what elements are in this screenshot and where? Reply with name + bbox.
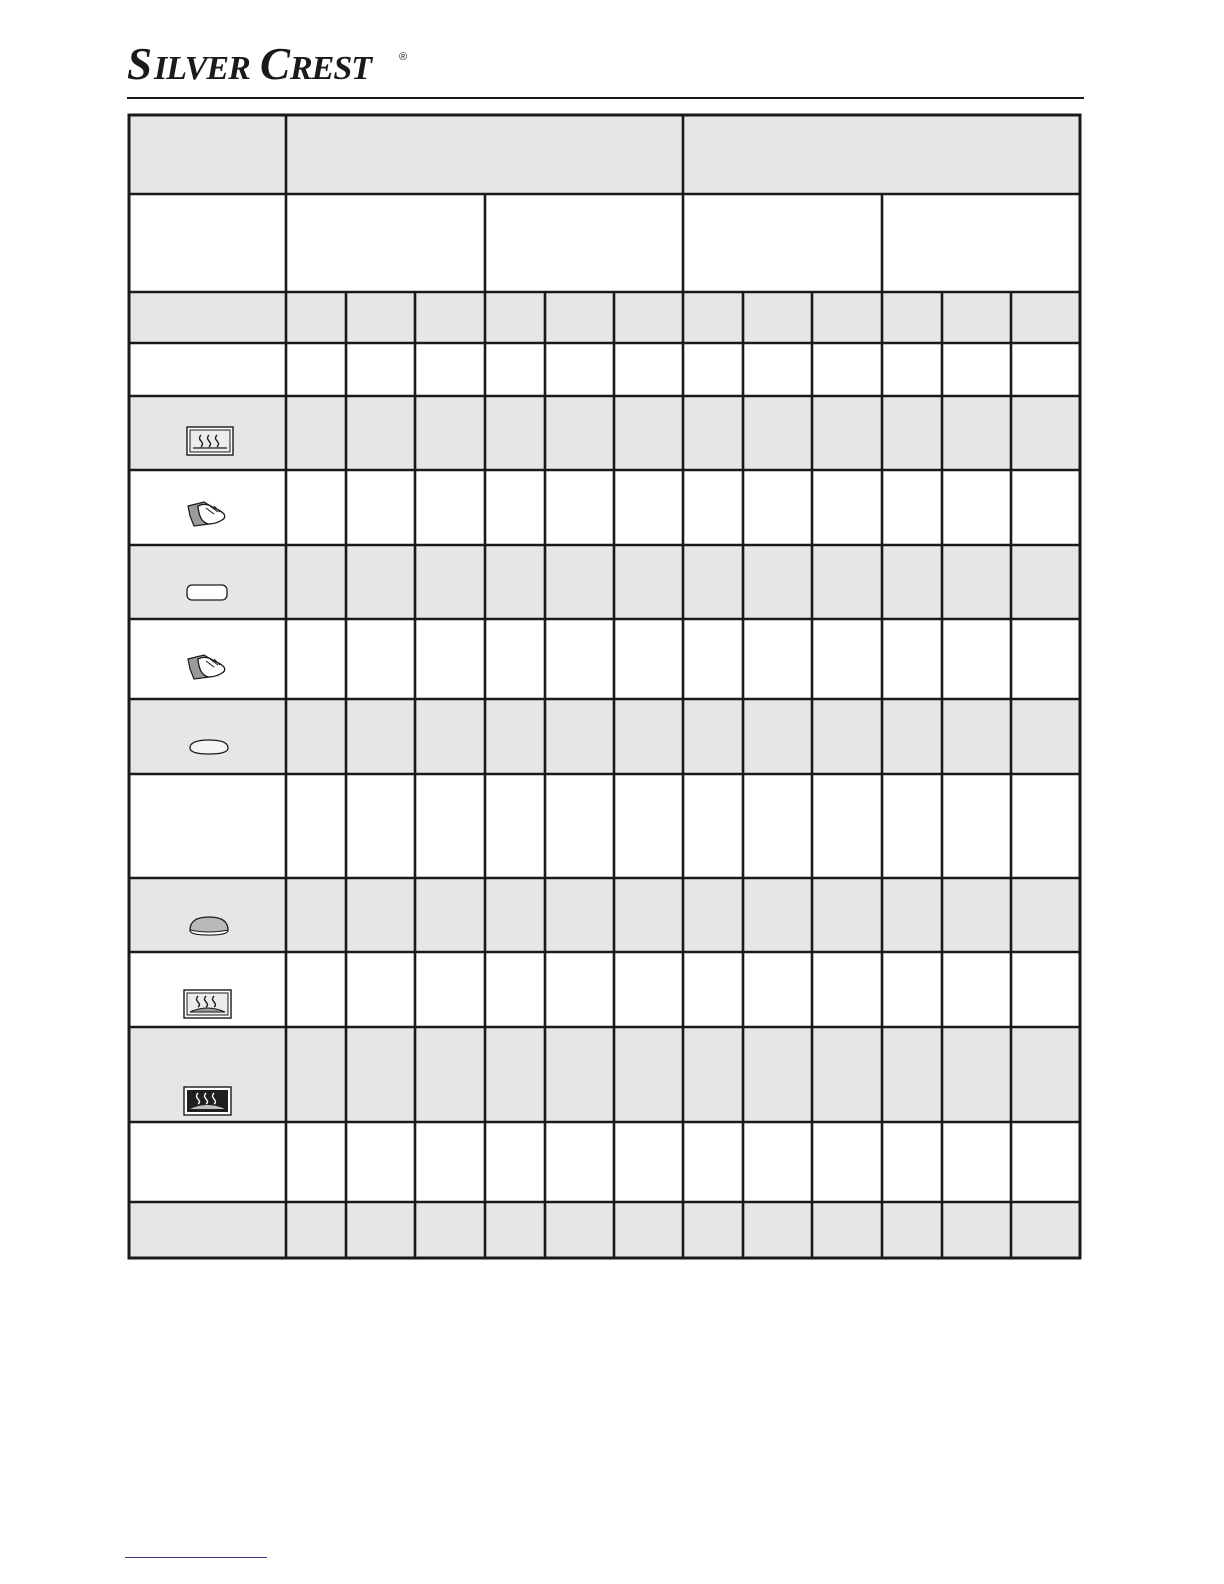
band-row-2 [129,292,1080,343]
svg-text:ILVER: ILVER [154,50,250,86]
footer-rule [125,1557,267,1558]
svg-text:S: S [127,40,152,86]
bread-slice-icon [187,585,227,600]
svg-text:C: C [260,40,290,86]
registered-mark: ® [399,51,408,63]
band-row-0 [129,116,1080,194]
band-row-12 [129,1027,1080,1122]
hand-cloth-icon [188,502,225,526]
roll-brown-icon [190,917,228,935]
band-row-10 [129,878,1080,952]
svg-text:REST: REST [290,50,372,86]
oven-dark-heat-icon [184,1087,231,1115]
band-row-14 [129,1202,1080,1258]
band-row-8 [129,700,1080,774]
band-row-6 [129,545,1080,619]
shaded-bands [129,116,1080,1258]
hand-cloth-icon [188,655,225,679]
oven-heat-icon [187,427,233,455]
roll-light-icon [190,740,228,754]
band-row-4 [129,396,1080,470]
oven-bottom-heat-icon [184,990,231,1018]
